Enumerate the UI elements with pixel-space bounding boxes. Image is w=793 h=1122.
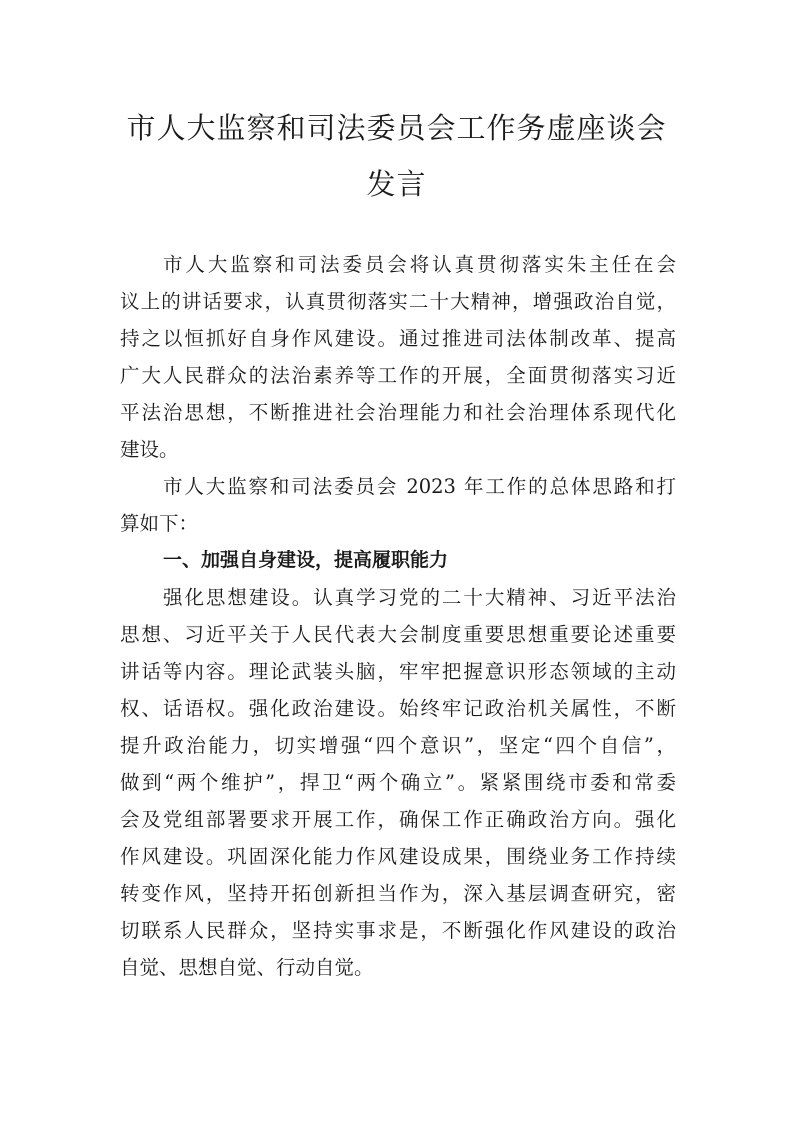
text-line: 强化思想建设。认真学习党的二十大精神、习近平法治 xyxy=(163,586,676,609)
text-line: 议上的讲话要求，认真贯彻落实二十大精神，增强政治自觉， xyxy=(120,290,676,313)
text-line: 做到“两个维护”，捍卫“两个确立”。紧紧围绕市委和常委 xyxy=(120,771,676,794)
section-heading: 一、加强自身建设，提高履职能力 xyxy=(163,549,449,571)
text-line: 会及党组部署要求开展工作，确保工作正确政治方向。强化 xyxy=(120,808,676,831)
text-line: 权、话语权。强化政治建设。始终牢记政治机关属性，不断 xyxy=(120,697,676,720)
text-line: 平法治思想，不断推进社会治理能力和社会治理体系现代化 xyxy=(120,401,676,424)
text-line: 切联系人民群众，坚持实事求是，不断强化作风建设的政治 xyxy=(120,919,676,942)
text-line: 作风建设。巩固深化能力作风建设成果，围绕业务工作持续 xyxy=(120,845,676,868)
document-title-line-2: 发言 xyxy=(366,167,427,201)
text-line: 转变作风，坚持开拓创新担当作为，深入基层调查研究，密 xyxy=(120,882,676,905)
text-line: 提升政治能力，切实增强“四个意识”，坚定“四个自信”， xyxy=(120,734,676,757)
text-line: 思想、习近平关于人民代表大会制度重要思想重要论述重要 xyxy=(120,623,676,646)
document-title-line-1: 市人大监察和司法委员会工作务虚座谈会 xyxy=(126,111,667,145)
text-line: 市人大监察和司法委员会将认真贯彻落实朱主任在会 xyxy=(163,253,676,276)
text-line: 建设。 xyxy=(120,438,179,461)
paragraph-plan xyxy=(120,468,676,542)
text-line: 广大人民群众的法治素养等工作的开展，全面贯彻落实习近 xyxy=(120,364,676,387)
text-line: 讲话等内容。理论武装头脑，牢牢把握意识形态领域的主动 xyxy=(120,660,676,683)
text-line: 市人大监察和司法委员会 2023 年工作的总体思路和打 xyxy=(163,475,676,498)
paragraph-section-1 xyxy=(120,579,676,986)
document-body xyxy=(120,246,676,986)
text-line: 自觉、思想自觉、行动自觉。 xyxy=(120,956,374,979)
paragraph-intro xyxy=(120,246,676,468)
text-line: 算如下： xyxy=(120,512,199,535)
text-line: 持之以恒抓好自身作风建设。通过推进司法体制改革、提高 xyxy=(120,327,676,350)
